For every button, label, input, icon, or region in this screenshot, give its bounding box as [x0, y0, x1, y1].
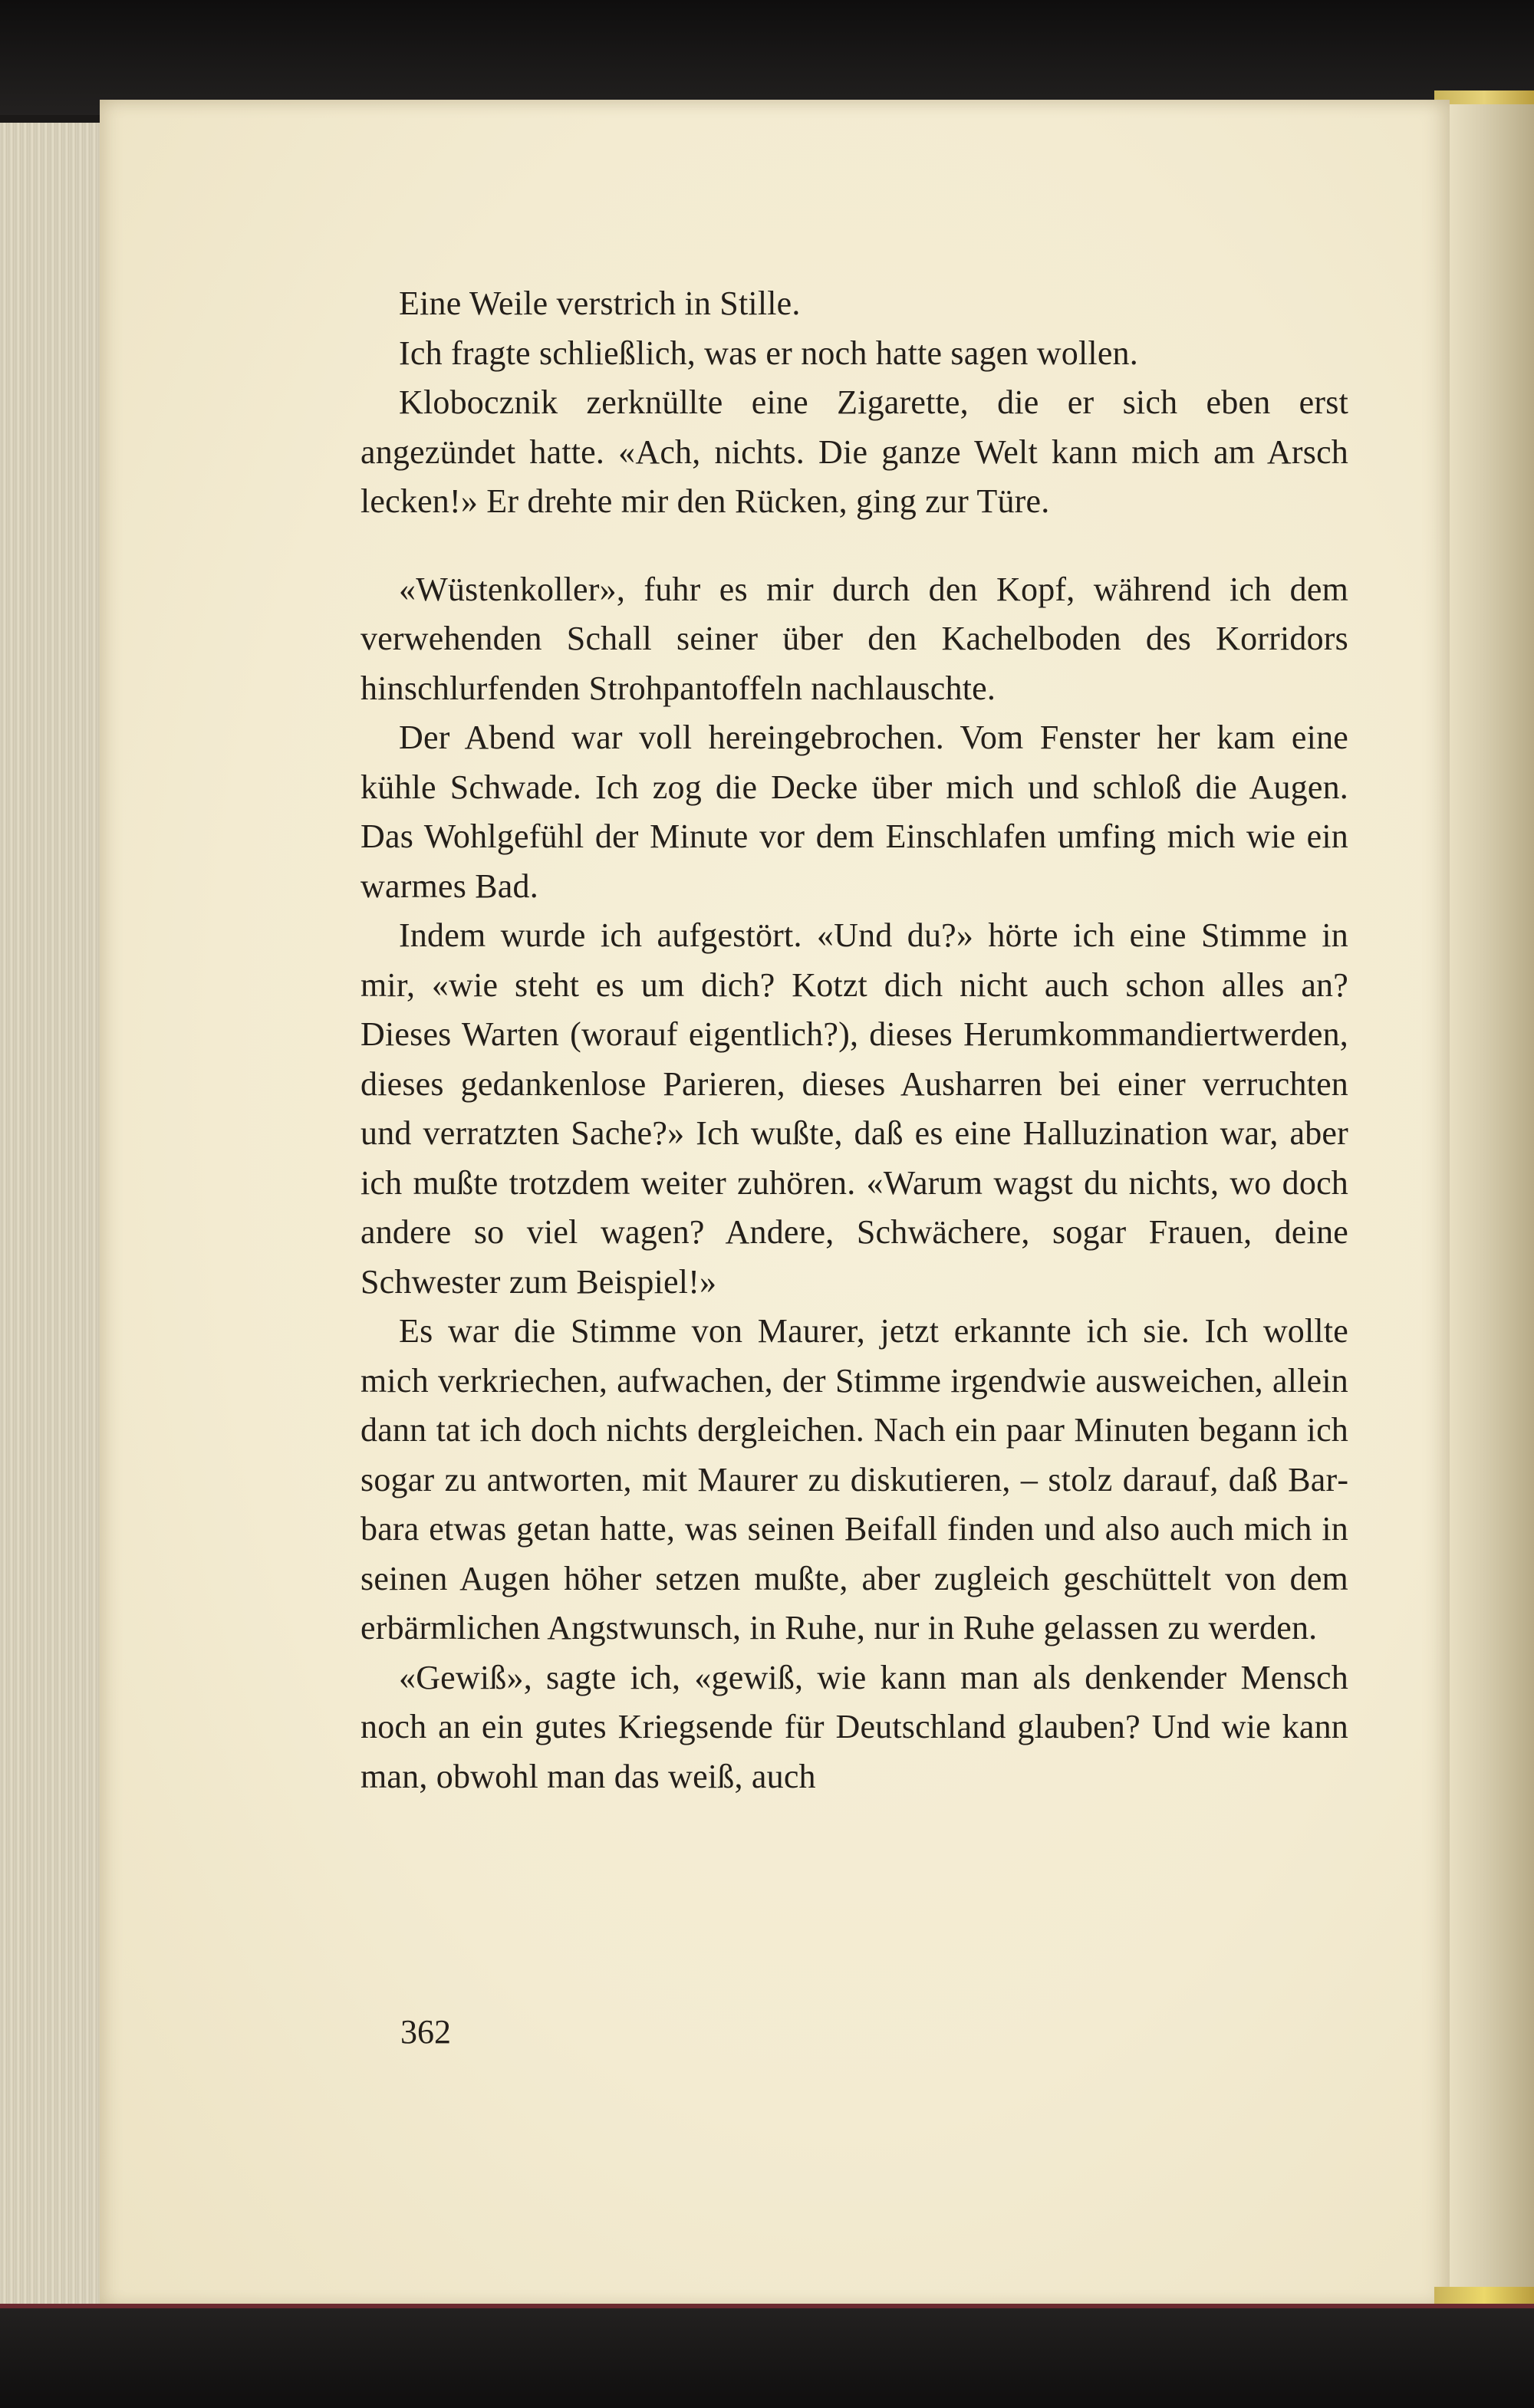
paragraph: «Wüstenkoller», fuhr es mir durch den Kopf, während ich dem verwehenden Schall seiner über den Kachelboden des Korridors hinschlurfenden Strohpantoffeln nachlauschte. [360, 570, 1348, 707]
scan-background-top [0, 0, 1534, 115]
book-spine-edge [1450, 92, 1534, 2316]
body-text [360, 279, 1348, 1801]
paragraph: Indem wurde ich aufgestört. «Und du?» hörte ich eine Stimme in mir, «wie steht es um dich? Kotzt dich nicht auch schon alles an? Dieses Warten (worauf eigentlich?), dieses Herumkommandiertwerden, dieses gedankenlose Parieren, dieses Ausharren bei einer verruchten und verratzten Sache?» Ich wußte, daß es eine Halluzination war, aber ich mußte trotzdem weiter zuhören. «Warum wagst du nichts, wo doch andere so viel wagen? Andere, Schwächere, sogar Frauen, deine Schwester zum Beispiel!» [360, 916, 1348, 1301]
headband-bottom [1434, 2287, 1534, 2304]
paragraph: «Gewiß», sagte ich, «gewiß, wie kann man als denkender Mensch noch an ein gutes Kriegsende für Deutschland glauben? Und wie kann man, obwohl man das weiß, auch [360, 1658, 1348, 1795]
paragraph: Der Abend war voll hereingebrochen. Vom Fenster her kam eine kühle Schwade. Ich zog die Decke über mich und schloß die Augen. Das Wohlgefühl der Minute vor dem Einschlafen umfing mich wie ein warmes Bad. [360, 719, 1348, 905]
scan-background-bottom [0, 2308, 1534, 2408]
paragraph: Es war die Stimme von Maurer, jetzt erkannte ich sie. Ich wollte mich verkriechen, aufwachen, der Stimme irgendwie ausweichen, allein dann tat ich doch nichts dergleichen. Nach ein paar Minuten begann ich sogar zu antworten, mit Maurer zu diskutieren, – stolz darauf, daß Barbara etwas getan hatte, was seinen Beifall finden und also auch mich in seinen Augen höher setzen mußte, aber zugleich geschüttelt von dem erbärmlichen Angstwunsch, in Ruhe, nur in Ruhe gelassen zu werden. [360, 1312, 1348, 1646]
paragraph: Ich fragte schließlich, was er noch hatte sagen wollen. [399, 334, 1138, 372]
page-edges-left [0, 123, 105, 2316]
page-number: 362 [400, 2013, 451, 2051]
paragraph: Klobocznik zerknüllte eine Zigarette, die er sich eben erst angezündet hatte. «Ach, nichts. Die ganze Welt kann mich am Arsch lecken!» Er drehte mir den Rücken, ging zur Türe. [360, 383, 1348, 520]
paragraph: Eine Weile verstrich in Stille. [399, 285, 801, 322]
